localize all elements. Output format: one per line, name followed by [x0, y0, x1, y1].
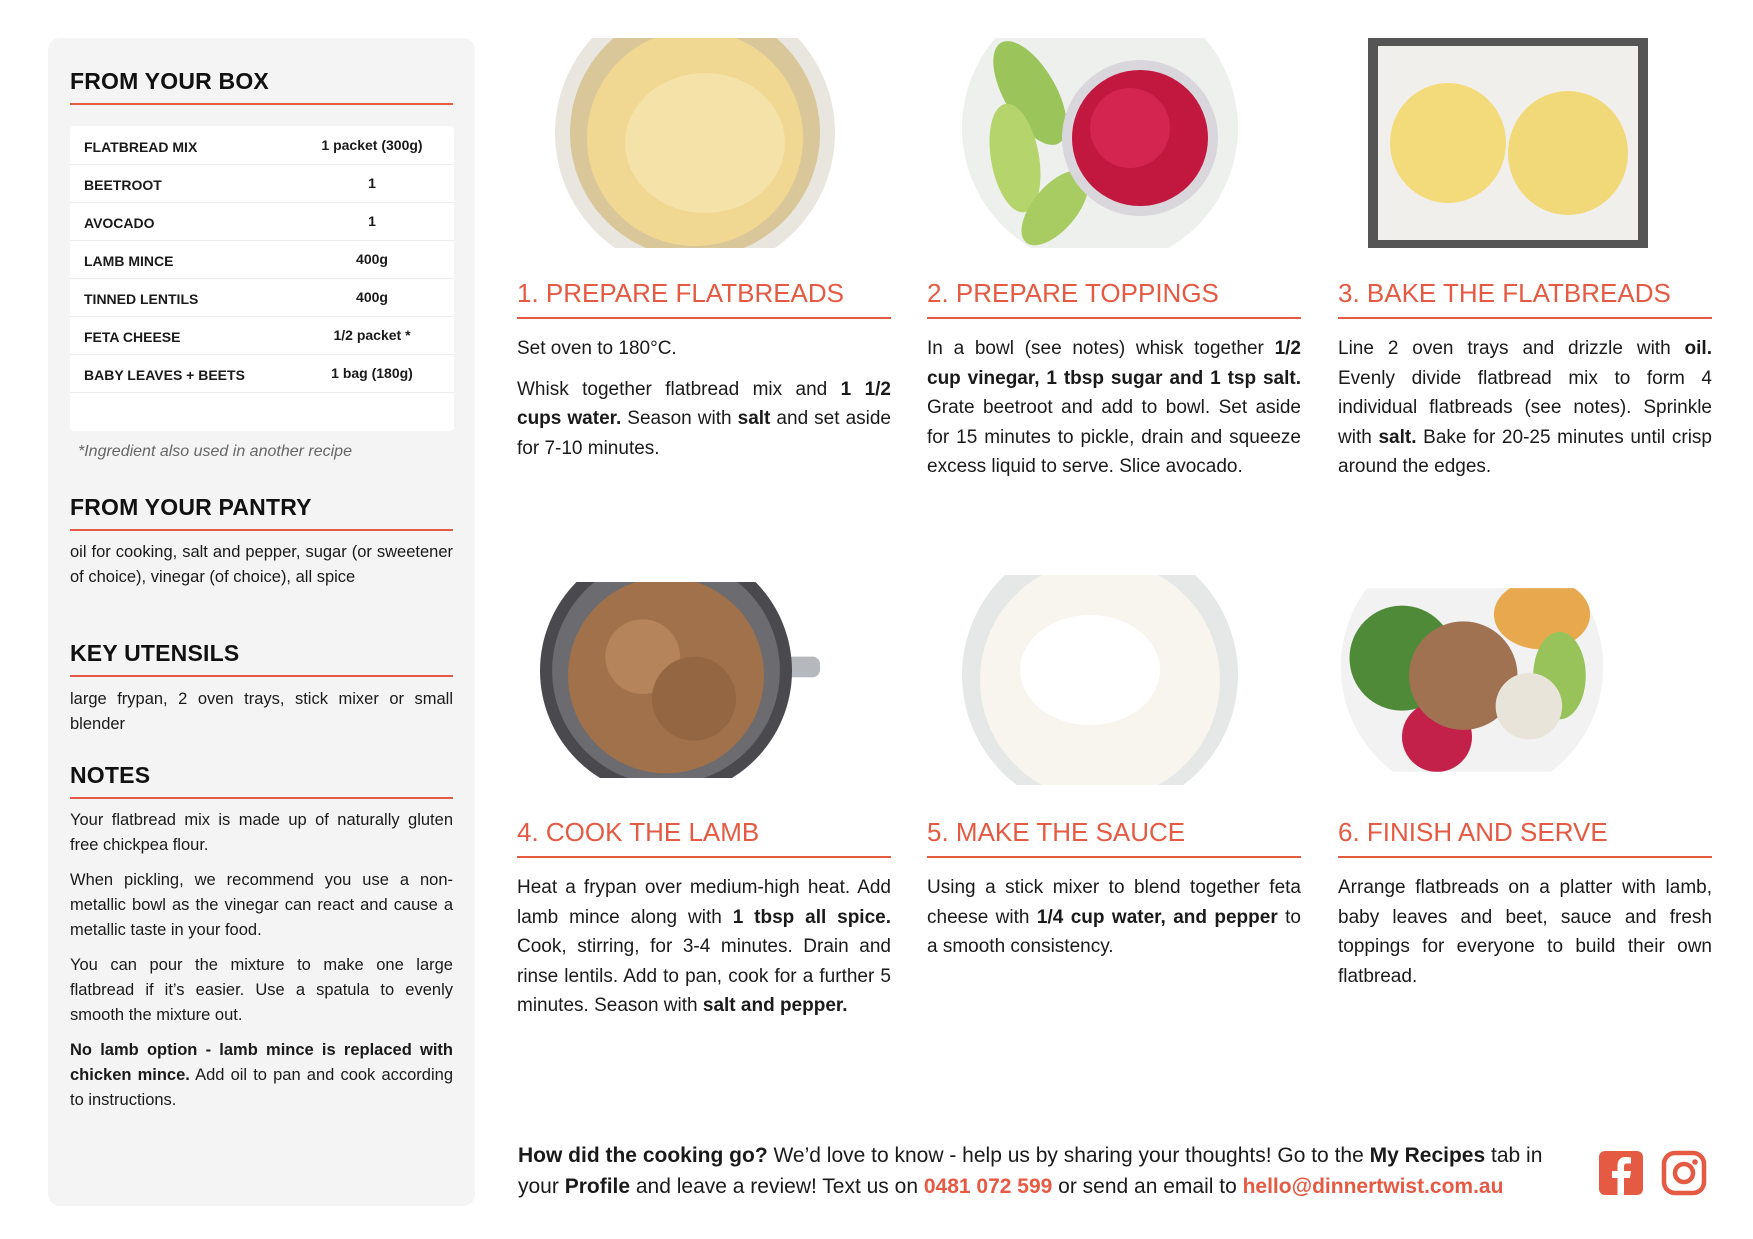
step-text-bold: salt and pepper.: [702, 995, 848, 1016]
step-1-text: [517, 334, 891, 474]
step-paragraph: Arrange flatbreads on a platter with lamb, baby leaves and beet, sauce and fresh toppings for everyone to build their own flatbread.: [1338, 877, 1712, 987]
step-text-run: In a bowl (see notes) whisk together: [927, 338, 1275, 359]
finished-dish-photo: [1332, 575, 1612, 785]
table-row: [70, 354, 454, 393]
note-paragraph: Your flatbread mix is made up of naturally gluten free chickpea flour.: [70, 811, 453, 854]
ingredient-name: FLATBREAD MIX: [84, 139, 198, 155]
flatbread-batter-photo: [555, 38, 835, 248]
table-row: [70, 240, 454, 279]
note-paragraph: When pickling, we recommend you use a non-metallic bowl as the vinegar can react and cause a metallic taste in your food.: [70, 871, 453, 939]
table-row: [70, 126, 454, 165]
step-text-run: Bake for 20-25 minutes until crisp around the edges.: [1338, 426, 1712, 477]
ingredient-qty: 400g: [356, 251, 388, 267]
step-text-run: to a smooth consistency.: [927, 906, 1301, 957]
step-3-title: 3. BAKE THE FLATBREADS: [1338, 278, 1712, 319]
profile-label: Profile: [564, 1175, 631, 1198]
ingredient-qty: 1/2 packet *: [333, 327, 411, 343]
utensils-text: large frypan, 2 oven trays, stick mixer or small blender: [70, 690, 453, 733]
step-paragraph: [517, 873, 891, 1021]
step-text-bold: 1/4 cup water, and pepper: [1036, 906, 1278, 928]
step-4-title: 4. COOK THE LAMB: [517, 817, 891, 858]
footer-text-run: and leave a review! Text us on: [630, 1175, 924, 1198]
pantry-text: oil for cooking, salt and pepper, sugar (or sweetener of choice), vinegar (of choice), all spice: [70, 543, 453, 586]
step-text-run: Season with: [621, 408, 738, 429]
ingredient-qty: 400g: [356, 289, 388, 305]
note-paragraph: You can pour the mixture to make one large flatbread if it’s easier. Use a spatula to evenly smooth the mixture out.: [70, 956, 453, 1024]
note-rest: Add oil to pan and cook according to instructions.: [70, 1066, 453, 1109]
pantry-heading: FROM YOUR PANTRY: [70, 494, 453, 531]
step-4-text: [517, 873, 891, 1032]
my-recipes-label: My Recipes: [1369, 1144, 1486, 1167]
feta-sauce-photo: [960, 575, 1240, 785]
step-paragraph: [927, 334, 1301, 482]
phone-link[interactable]: 0481 072 599: [923, 1175, 1053, 1198]
step-text-bold: 1 1/2 cups water.: [517, 378, 892, 429]
table-row: [70, 316, 454, 355]
notes-text: [70, 808, 453, 1123]
step-text-bold: oil.: [1684, 338, 1712, 359]
step-paragraph: [517, 375, 891, 464]
ingredient-name: BEETROOT: [84, 177, 162, 193]
baked-flatbreads-photo: [1368, 38, 1648, 248]
step-5-text: [927, 873, 1301, 973]
email-link[interactable]: hello@dinnertwist.com.au: [1242, 1175, 1504, 1198]
notes-heading: NOTES: [70, 762, 453, 799]
step-text-run: and set aside for 7-10 minutes.: [517, 408, 891, 459]
box-footnote: *Ingredient also used in another recipe: [78, 443, 352, 460]
cooked-lamb-photo: [540, 575, 820, 785]
instagram-icon[interactable]: [1661, 1150, 1707, 1196]
ingredient-name: BABY LEAVES + BEETS: [84, 367, 245, 383]
utensils-heading: KEY UTENSILS: [70, 640, 453, 677]
step-1-title: 1. PREPARE FLATBREADS: [517, 278, 891, 319]
table-row: [70, 202, 454, 241]
ingredient-qty: 1 bag (180g): [331, 365, 413, 381]
ingredient-name: AVOCADO: [84, 215, 155, 231]
step-3-text: [1338, 334, 1712, 493]
step-text-run: Cook, stirring, for 3-4 minutes. Drain and rinse lentils. Add to pan, cook for a further 5 minutes. Season with: [517, 936, 891, 1016]
step-paragraph: Set oven to 180°C.: [517, 338, 677, 359]
step-paragraph: [1338, 334, 1712, 482]
ingredient-name: TINNED LENTILS: [84, 291, 199, 307]
table-row: [70, 164, 454, 203]
from-your-box-heading: FROM YOUR BOX: [70, 68, 453, 105]
step-6-title: 6. FINISH AND SERVE: [1338, 817, 1712, 858]
step-text-run: Using a stick mixer to blend together feta cheese with: [927, 877, 1301, 928]
step-6-text: [1338, 873, 1712, 1002]
note-bold: No lamb option - lamb mince is replaced with chicken mince.: [70, 1041, 453, 1084]
note-paragraph: [70, 1038, 453, 1113]
footer-text-run: We’d love to know - help us by sharing your thoughts! Go to the: [767, 1144, 1370, 1167]
ingredient-qty: 1 packet (300g): [321, 137, 423, 153]
step-2-title: 2. PREPARE TOPPINGS: [927, 278, 1301, 319]
step-text-run: Whisk together flatbread mix and: [517, 378, 841, 400]
step-paragraph: [927, 873, 1301, 962]
ingredients-sidebar: [48, 38, 475, 1206]
ingredient-qty: 1: [368, 213, 376, 229]
toppings-photo: [960, 38, 1240, 248]
feedback-footer: [518, 1140, 1578, 1202]
step-text-bold: 1/2 cup vinegar, 1 tbsp sugar and 1 tsp salt.: [927, 338, 1301, 389]
step-text-bold: 1 tbsp all spice.: [732, 906, 892, 928]
step-text-run: Heat a frypan over medium-high heat. Add lamb mince along with: [517, 877, 891, 928]
ingredient-name: FETA CHEESE: [84, 329, 181, 345]
step-text-run: Grate beetroot and add to bowl. Set aside for 15 minutes to pickle, drain and squeeze excess liquid to serve. Slice avocado.: [927, 397, 1301, 477]
ingredient-qty: 1: [368, 175, 376, 191]
footer-question: How did the cooking go?: [518, 1144, 768, 1167]
ingredients-table: [70, 126, 454, 431]
facebook-icon[interactable]: [1598, 1150, 1644, 1196]
footer-text-run: tab in your: [518, 1144, 1543, 1198]
ingredient-name: LAMB MINCE: [84, 253, 174, 269]
step-text-run: Line 2 oven trays and drizzle with: [1338, 338, 1685, 359]
step-text-bold: salt: [737, 408, 771, 429]
footer-text-run: or send an email to: [1052, 1175, 1243, 1198]
step-text-run: Evenly divide flatbread mix to form 4 individual flatbreads (see notes). Sprinkle with: [1338, 367, 1712, 448]
step-5-title: 5. MAKE THE SAUCE: [927, 817, 1301, 858]
table-row: [70, 278, 454, 317]
step-2-text: [927, 334, 1301, 493]
step-text-bold: salt.: [1378, 426, 1417, 448]
